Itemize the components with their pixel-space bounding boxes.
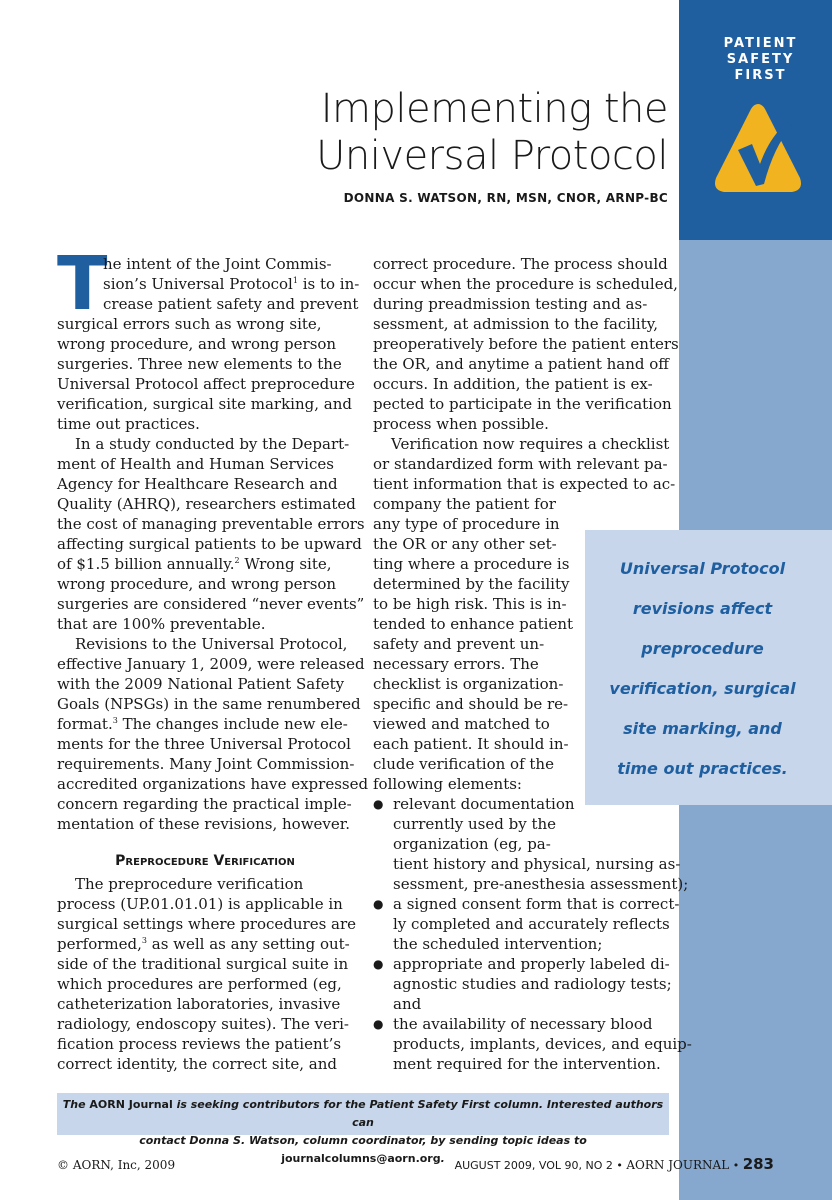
text-line: process when possible.	[373, 415, 549, 433]
text-fragment: Wrong site,	[244, 555, 332, 573]
journal-name: AORN Journal	[89, 1098, 173, 1111]
text-line	[57, 714, 353, 734]
separator: •	[732, 1159, 740, 1172]
text-line: Quality (AHRQ), researchers estimated	[57, 495, 356, 513]
text-line: In a study conducted by the Depart-	[75, 435, 350, 453]
text-line: Revisions to the Universal Protocol,	[75, 635, 348, 653]
text-line: or standardized form with relevant pa-	[373, 455, 668, 473]
text-line: the OR or any other set-	[373, 535, 557, 553]
checkmark-triangle-icon	[712, 100, 804, 196]
text-line: tended to enhance patient	[373, 615, 574, 633]
text-line: tient history and physical, nursing as-	[393, 855, 681, 873]
column-label-line: PATIENT	[723, 36, 798, 51]
journal-name: AORN JOURNAL	[626, 1158, 730, 1172]
text-line: Universal Protocol affect preprocedure	[57, 375, 355, 393]
text-line: tient information that is expected to ac-	[373, 475, 676, 493]
text-line: Verification now requires a checklist	[391, 435, 670, 453]
drop-cap: T	[57, 241, 108, 327]
text-line: correct identity, the correct site, and	[57, 1055, 337, 1073]
text-line: surgeries are considered “never events”	[57, 595, 365, 613]
text-line: company the patient for	[373, 495, 556, 513]
pull-quote-line: revisions affect	[632, 599, 773, 618]
text-fragment: The changes include new ele-	[122, 715, 348, 733]
column-label	[679, 36, 832, 84]
column-label-line: FIRST	[734, 68, 787, 83]
text-line: preoperatively before the patient enters	[373, 335, 679, 353]
text-line: Goals (NPSGs) in the same renumbered	[57, 695, 361, 713]
text-line: ting where a procedure is	[373, 555, 570, 573]
reference-marker: 1	[292, 276, 298, 285]
text-line: fication process reviews the patient’s	[57, 1035, 342, 1053]
text-line: The preprocedure verification	[75, 875, 304, 893]
text-line: checklist is organization-	[373, 675, 564, 693]
title-line: Implementing the	[320, 86, 668, 132]
article-title	[316, 86, 668, 180]
text-line: occurs. In addition, the patient is ex-	[373, 375, 653, 393]
reference-marker: 2	[234, 556, 240, 565]
text-line: products, implants, devices, and equip-	[393, 1035, 692, 1053]
page-footer	[455, 1155, 774, 1173]
text-line: process (UP.01.01.01) is applicable in	[57, 895, 343, 913]
text-line: which procedures are performed (eg,	[57, 975, 342, 993]
text-fragment: of $1.5 billion annually.	[57, 555, 235, 573]
text-line: Agency for Healthcare Research and	[57, 475, 338, 493]
pull-quote-line: site marking, and	[623, 719, 782, 738]
list-item	[373, 1014, 692, 1074]
text-line: side of the traditional surgical suite in	[57, 955, 349, 973]
text-fragment: performed,	[57, 935, 142, 953]
text-fragment: is to in-	[302, 275, 360, 293]
bullet-icon: ●	[373, 1017, 384, 1031]
text-line: catheterization laboratories, invasive	[57, 995, 341, 1013]
text-line: time out practices.	[57, 415, 200, 433]
text-line: relevant documentation	[393, 795, 575, 813]
title-line: Universal Protocol	[316, 133, 668, 179]
pull-quote-line: time out practices.	[617, 759, 788, 778]
bullet-icon: ●	[373, 797, 384, 811]
text-fragment: The	[62, 1098, 90, 1111]
text-line: ments for the three Universal Protocol	[57, 735, 351, 753]
text-line: concern regarding the practical imple-	[57, 795, 352, 813]
text-line: sessment, pre-anesthesia assessment);	[393, 875, 689, 893]
text-line: surgical errors such as wrong site,	[57, 315, 322, 333]
text-fragment: .	[440, 1152, 445, 1165]
text-line: correct procedure. The process should	[373, 255, 668, 273]
text-fragment: format.	[57, 715, 113, 733]
text-fragment: as well as any setting out-	[151, 935, 350, 953]
text-line: currently used by the	[393, 815, 557, 833]
text-line	[57, 274, 360, 294]
text-line: sessment, at admission to the facility,	[373, 315, 658, 333]
text-line: the OR, and anytime a patient hand off	[373, 355, 669, 373]
text-line: crease patient safety and prevent	[103, 295, 359, 313]
text-fragment: contact Donna S. Watson, column coordinator, by sending topic ideas to	[139, 1134, 587, 1147]
pull-quote-line: Universal Protocol	[619, 559, 786, 578]
list-item	[373, 894, 680, 954]
text-line: during preadmission testing and as-	[373, 295, 648, 313]
bullet-icon: ●	[373, 957, 384, 971]
text-line: determined by the facility	[373, 575, 570, 593]
text-line: and	[393, 995, 422, 1013]
notice-line	[57, 1096, 669, 1132]
text-line: agnostic studies and radiology tests;	[393, 975, 672, 993]
section-heading: Preprocedure Verification	[115, 853, 295, 869]
text-line: effective January 1, 2009, were released	[57, 655, 365, 673]
text-line: wrong procedure, and wrong person	[57, 575, 337, 593]
text-line: appropriate and properly labeled di-	[393, 955, 670, 973]
text-line: wrong procedure, and wrong person	[57, 335, 337, 353]
bullet-icon: ●	[373, 897, 384, 911]
text-line	[57, 554, 353, 574]
list-item	[373, 794, 689, 894]
text-line: surgical settings where procedures are	[57, 915, 357, 933]
text-line: occur when the procedure is scheduled,	[373, 275, 678, 293]
text-line: requirements. Many Joint Commission-	[57, 755, 355, 773]
text-line: pected to participate in the verification	[373, 395, 672, 413]
text-line: a signed consent form that is correct-	[393, 895, 680, 913]
text-line: ly completed and accurately reflects	[393, 915, 670, 933]
email-address: journalcolumns@aorn.org	[281, 1152, 441, 1165]
text-line: clude verification of the	[373, 755, 554, 773]
text-line: the availability of necessary blood	[393, 1015, 653, 1033]
reference-marker: 3	[112, 716, 118, 725]
text-line: any type of procedure in	[373, 515, 560, 533]
column-1	[57, 254, 369, 834]
text-line: organization (eg, pa-	[393, 835, 551, 853]
copyright: © AORN, Inc, 2009	[57, 1158, 176, 1172]
text-line: necessary errors. The	[373, 655, 539, 673]
text-line: with the 2009 National Patient Safety	[57, 675, 345, 693]
text-line: following elements:	[373, 775, 522, 793]
text-line: each patient. It should in-	[373, 735, 569, 753]
pull-quote-line: verification, surgical	[609, 679, 796, 698]
text-line: the cost of managing preventable errors	[57, 515, 365, 533]
text-line: mentation of these revisions, however.	[57, 815, 351, 833]
text-line: accredited organizations have expressed	[57, 775, 369, 793]
separator: •	[616, 1159, 623, 1172]
text-line: viewed and matched to	[373, 715, 550, 733]
page-number: 283	[742, 1155, 774, 1173]
text-fragment: is seeking contributors for the Patient Safety First column. Interested authors can	[172, 1098, 664, 1129]
text-line: safety and prevent un-	[373, 635, 545, 653]
text-line: radiology, endoscopy suites). The veri-	[57, 1015, 349, 1033]
text-fragment: sion’s Universal Protocol	[103, 275, 293, 293]
column-1-continued	[57, 874, 357, 1074]
issue-info: AUGUST 2009, VOL 90, NO 2	[454, 1159, 613, 1172]
pull-quote-line: preprocedure	[641, 639, 764, 658]
text-line: he intent of the Joint Commis-	[103, 255, 332, 273]
text-line: ment of Health and Human Services	[57, 455, 334, 473]
text-line: the scheduled intervention;	[393, 935, 603, 953]
text-line: surgeries. Three new elements to the	[57, 355, 342, 373]
list-item	[373, 954, 672, 1014]
text-line: ment required for the intervention.	[393, 1055, 661, 1073]
text-line: affecting surgical patients to be upward	[57, 535, 362, 553]
byline: DONNA S. WATSON, RN, MSN, CNOR, ARNP-BC	[343, 191, 668, 205]
text-line: that are 100% preventable.	[57, 615, 266, 633]
reference-marker: 3	[141, 936, 147, 945]
pull-quote	[585, 549, 820, 789]
text-line: specific and should be re-	[373, 695, 569, 713]
text-line	[57, 934, 353, 954]
text-line: verification, surgical site marking, and	[57, 395, 352, 413]
column-label-line: SAFETY	[726, 52, 795, 67]
text-line: to be high risk. This is in-	[373, 595, 567, 613]
